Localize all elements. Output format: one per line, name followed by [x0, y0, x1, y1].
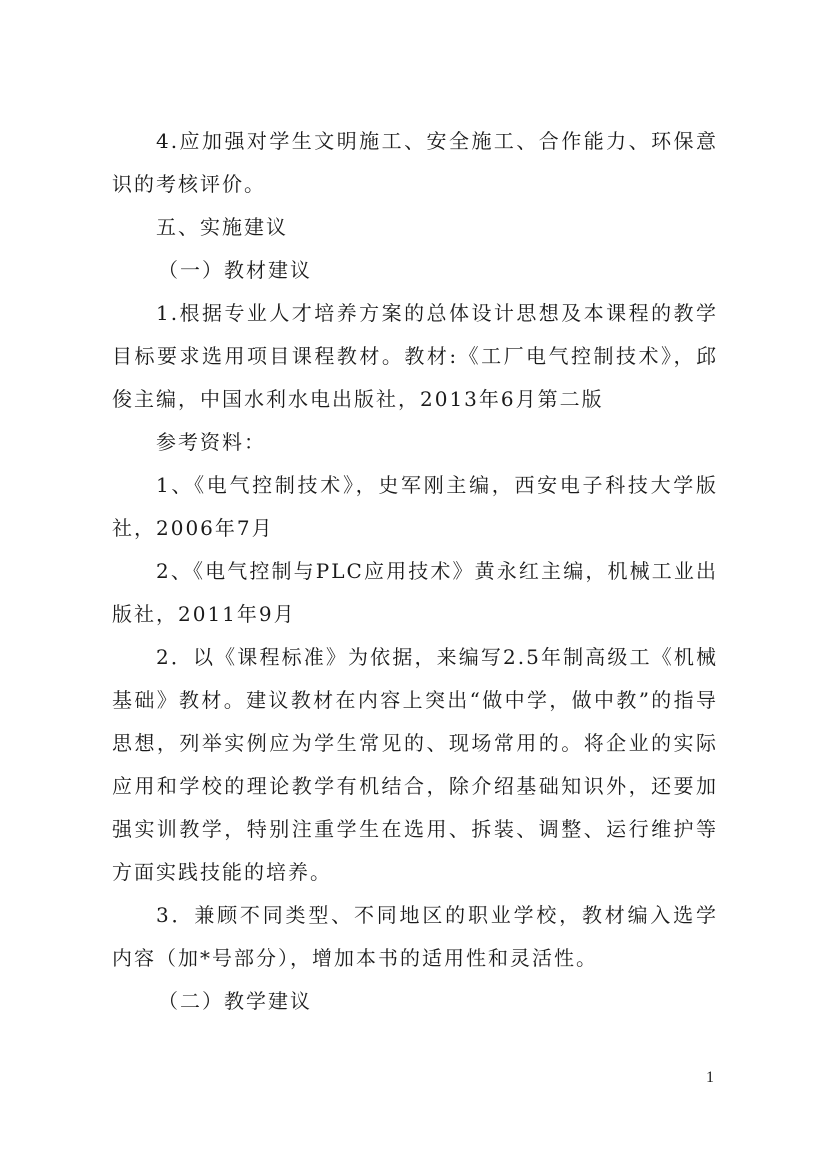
subsection-heading-teaching: （二）教学建议	[158, 989, 312, 1013]
page-number: 1	[706, 1069, 714, 1086]
textbook-suggestion-3: 3．兼顾不同类型、不同地区的职业学校，教材编入选学内容（加*号部分），增加本书的适用性和灵活性。	[112, 903, 718, 970]
textbook-suggestion-1: 1.根据专业人才培养方案的总体设计思想及本课程的教学目标要求选用项目课程教材。教材:《工厂电气控制技术》，邱俊主编，中国水利水电出版社，2013年6月第二版	[112, 301, 718, 411]
section-heading-implementation: 五、实施建议	[156, 215, 288, 239]
reference-item-2: 2、《电气控制与PLC应用技术》黄永红主编，机械工业出版社，2011年9月	[112, 559, 718, 626]
assessment-item-4: 4.应加强对学生文明施工、安全施工、合作能力、环保意识的考核评价。	[112, 129, 718, 196]
reference-item-1: 1、《电气控制技术》，史军刚主编，西安电子科技大学版社，2006年7月	[112, 473, 718, 540]
subsection-heading-textbooks: （一）教材建议	[158, 258, 312, 282]
textbook-suggestion-2: 2．以《课程标准》为依据，来编写2.5年制高级工《机械基础》教材。建议教材在内容上突出“做中学，做中教”的指导思想，列举实例应为学生常见的、现场常用的。将企业的实际应用和学校的理论教学有机结合，除介绍基础知识外，还要加强实训教学，特别注重学生在选用、拆装、调整、运行维护等方面实践技能的培养。	[112, 645, 718, 884]
document-body	[112, 120, 718, 1023]
references-heading: 参考资料：	[156, 430, 266, 454]
